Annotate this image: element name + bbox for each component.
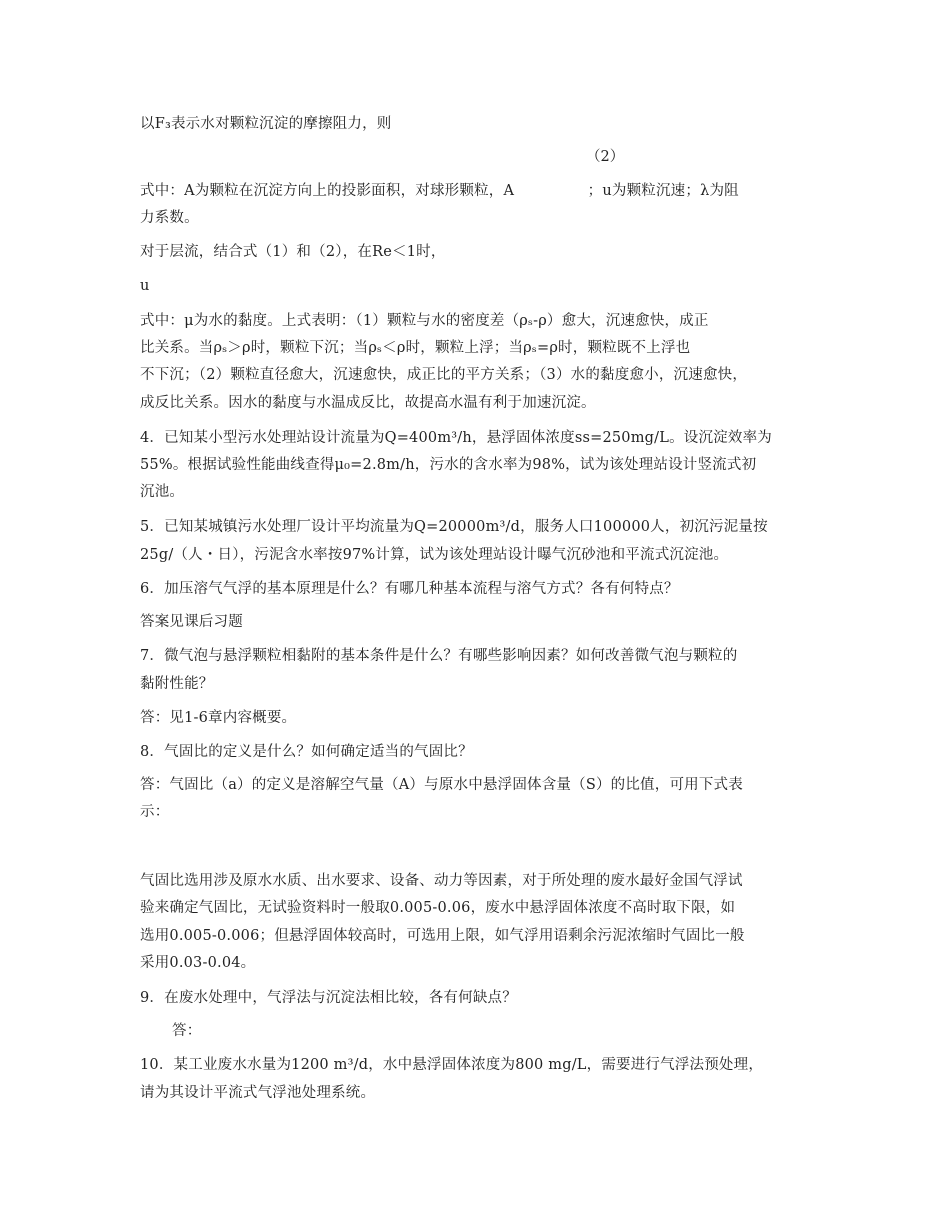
text-line: u <box>140 278 150 294</box>
text-line: 25g/（人・日），污泥含水率按97%计算，试为该处理站设计曝气沉砂池和平流式沉淀池。 <box>140 547 729 563</box>
answer-6: 答案见课后习题 <box>140 614 243 630</box>
text-line: 比关系。当ρₛ＞ρ时，颗粒下沉；当ρₛ＜ρ时，颗粒上浮；当ρₛ=ρ时，颗粒既不上浮也 <box>140 340 691 356</box>
question-10: 10．某工业废水水量为1200 m³/d，水中悬浮固体浓度为800 mg/L，需要进行气浮法预处理， <box>140 1057 764 1073</box>
text-line: 对于层流，结合式（1）和（2），在Re＜1时， <box>140 244 446 260</box>
text-line: 式中：A为颗粒在沉淀方向上的投影面积，对球形颗粒，A ；u为颗粒沉速；λ为阻 <box>140 183 739 199</box>
text-line: 成反比关系。因水的黏度与水温成反比，故提高水温有利于加速沉淀。 <box>140 395 596 411</box>
text-line: 选用0.005-0.006；但悬浮固体较高时，可选用上限，如气浮用语剩余污泥浓缩时气固比一般 <box>140 928 745 944</box>
text-line: 以F₃表示水对颗粒沉淀的摩擦阻力，则 <box>140 116 392 132</box>
equation-number: （2） <box>586 149 625 165</box>
answer-9: 答： <box>172 1023 202 1039</box>
answer-7: 答：见1-6章内容概要。 <box>140 710 297 726</box>
answer-8: 答：气固比（a）的定义是溶解空气量（A）与原水中悬浮固体含量（S）的比值，可用下式表 <box>140 777 743 793</box>
text-line: 不下沉；（2）颗粒直径愈大，沉速愈快，成正比的平方关系；（3）水的黏度愈小，沉速愈快， <box>140 367 748 383</box>
text-line: 请为其设计平流式气浮池处理系统。 <box>140 1085 376 1101</box>
question-6: 6．加压溶气气浮的基本原理是什么？有哪几种基本流程与溶气方式？各有何特点？ <box>140 581 679 597</box>
text-line: 55%。根据试验性能曲线查得μ₀=2.8m/h，污水的含水率为98%，试为该处理站设计竖流式初 <box>140 457 757 473</box>
text-line: 沉池。 <box>140 484 185 500</box>
text-line: 黏附性能？ <box>140 676 214 692</box>
text-line: 式中：μ为水的黏度。上式表明：（1）颗粒与水的密度差（ρₛ-ρ）愈大，沉速愈快，成正 <box>140 313 709 329</box>
text-line: 力系数。 <box>140 210 199 226</box>
question-8: 8．气固比的定义是什么？如何确定适当的气固比？ <box>140 744 473 760</box>
question-9: 9．在废水处理中，气浮法与沉淀法相比较，各有何缺点？ <box>140 990 517 1006</box>
text-line: 气固比选用涉及原水水质、出水要求、设备、动力等因素，对于所处理的废水最好金国气浮试 <box>140 873 743 889</box>
text-line: 示： <box>140 804 170 820</box>
question-7: 7．微气泡与悬浮颗粒相黏附的基本条件是什么？有哪些影响因素？如何改善微气泡与颗粒的 <box>140 648 738 664</box>
text-line: 验来确定气固比，无试验资料时一般取0.005-0.06，废水中悬浮固体浓度不高时取下限，如 <box>140 900 736 916</box>
text-line: 采用0.03-0.04。 <box>140 955 256 971</box>
question-5: 5．已知某城镇污水处理厂设计平均流量为Q=20000m³/d，服务人口100000人，初沉污泥量按 <box>140 519 768 535</box>
question-4: 4．已知某小型污水处理站设计流量为Q=400m³/h，悬浮固体浓度ss=250mg/L。设沉淀效率为 <box>140 430 772 446</box>
